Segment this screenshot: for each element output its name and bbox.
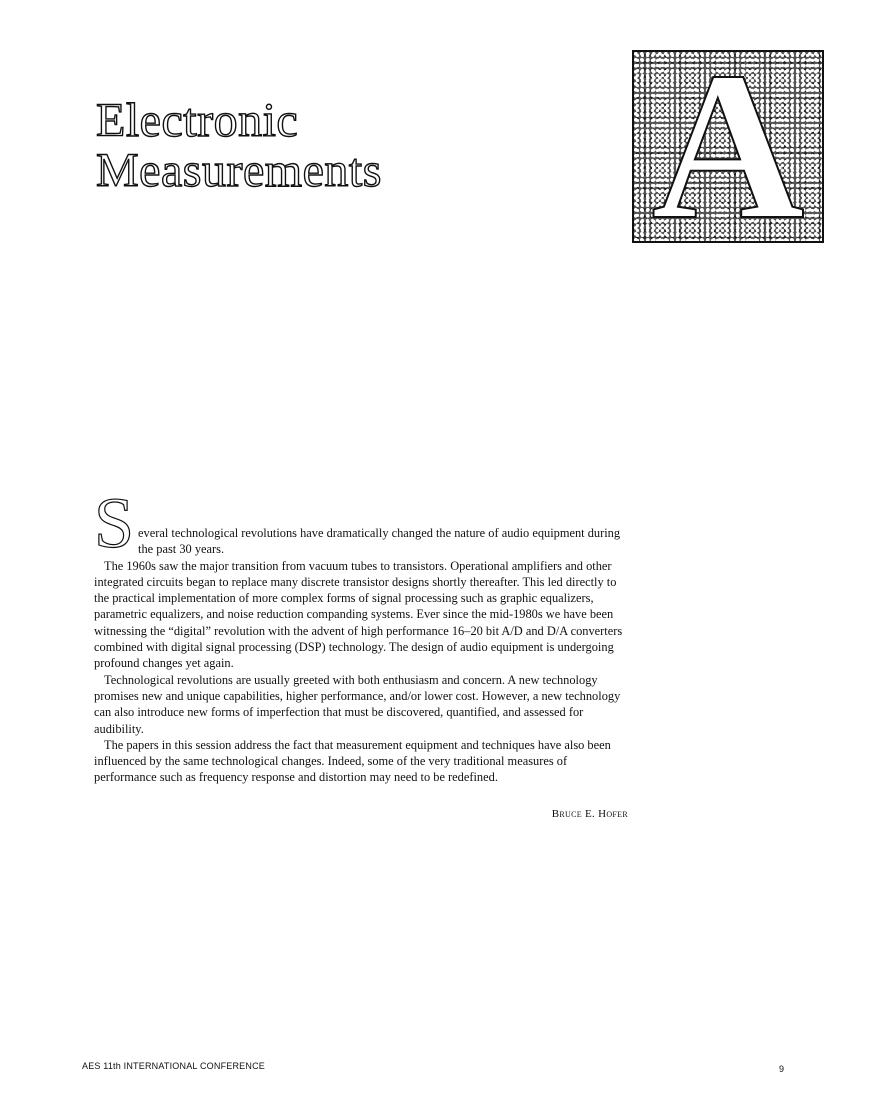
title-line-2: Measurements <box>96 144 382 197</box>
paragraph-4: The papers in this session address the fact that measurement equipment and techniques have also been influenced by the same technological changes. Indeed, some of the very traditional measures of performance such as frequency response and distortion may need to be redefined. <box>94 737 611 785</box>
paragraph-3: Technological revolutions are usually greeted with both enthusiasm and concern. A new technology promises new and unique capabilities, higher performance, and/or lower cost. However, a new technology can also introduce new forms of imperfection that must be discovered, quantified, and assessed for audibility. <box>94 672 621 736</box>
section-letter-graphic <box>632 50 824 243</box>
section-letter: A <box>651 50 805 243</box>
paragraph-1: everal technological revolutions have dramatically changed the nature of audio equipment during the past 30 years. <box>138 526 621 557</box>
paragraph-2: The 1960s saw the major transition from vacuum tubes to transistors. Operational amplifiers and other integrated circuits began to replace many discrete transistor designs shortly thereafter. This led directly to the practical implementation of more complex forms of signal processing such as graphic equalizers, parametric equalizers, and noise reduction companding systems. Ever since the mid-1980s we have been witnessing the “digital” revolution with the advent of high performance 16–20 bit A/D and D/A converters combined with digital signal processing (DSP) technology. The design of audio equipment is undergoing profound changes yet again. <box>94 558 623 671</box>
intro-text <box>94 483 628 786</box>
page-title <box>96 96 382 196</box>
title-line-1: Electronic <box>96 94 299 147</box>
drop-cap: S <box>94 483 135 563</box>
footer-page-number: 9 <box>779 1064 785 1074</box>
author-signature: Bruce E. Hofer <box>551 808 628 820</box>
footer-conference: AES 11th INTERNATIONAL CONFERENCE <box>82 1061 265 1071</box>
